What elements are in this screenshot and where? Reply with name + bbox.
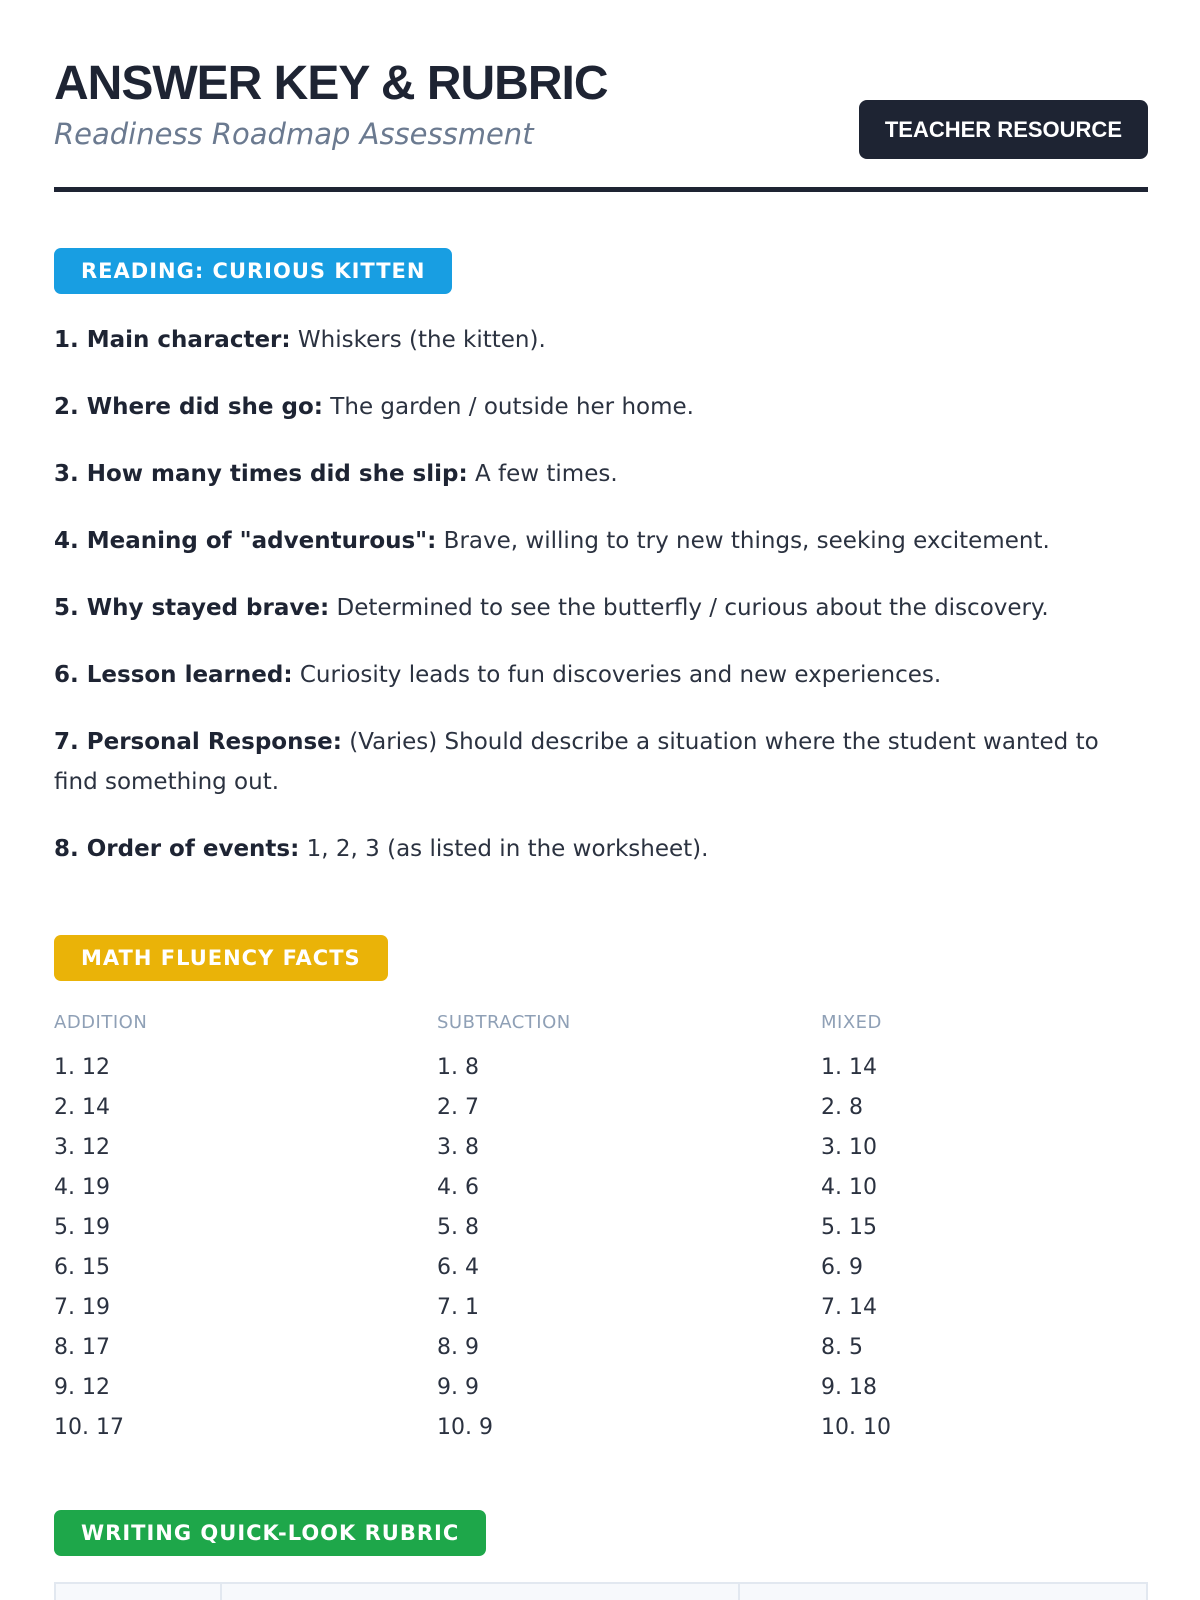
reading-answer-8: [54, 829, 1148, 869]
list-item: 2. 7: [437, 1095, 479, 1120]
answer-text: A few times.: [467, 461, 618, 487]
reading-answer-1: [54, 320, 1148, 360]
list-item: 8. 5: [821, 1335, 863, 1360]
list-item: 4. 6: [437, 1175, 479, 1200]
list-item: 3. 8: [437, 1135, 479, 1160]
writing-section-label: WRITING QUICK-LOOK RUBRIC: [54, 1510, 486, 1556]
teacher-resource-badge: TEACHER RESOURCE: [859, 100, 1148, 159]
question-label: 1. Main character:: [54, 327, 291, 353]
list-item: 8. 9: [437, 1335, 479, 1360]
answer-list: [821, 1048, 1161, 1448]
list-item: 6. 9: [821, 1255, 863, 1280]
table-column-divider: [738, 1584, 740, 1600]
page-subtitle: Readiness Roadmap Assessment: [54, 117, 534, 151]
list-item: 9. 9: [437, 1375, 479, 1400]
answer-list: [54, 1048, 394, 1448]
list-item: 10. 10: [821, 1415, 891, 1440]
table-column-divider: [220, 1584, 222, 1600]
answer-text: Determined to see the butterfly / curious about the discovery.: [329, 595, 1049, 621]
list-item: 4. 19: [54, 1175, 110, 1200]
list-item: 1. 12: [54, 1055, 110, 1080]
list-item: 1. 8: [437, 1055, 479, 1080]
header-divider: [54, 187, 1148, 192]
question-label: 8. Order of events:: [54, 836, 300, 862]
reading-answer-6: [54, 655, 1148, 695]
answer-text: Brave, willing to try new things, seeking excitement.: [436, 528, 1050, 554]
list-item: 8. 17: [54, 1335, 110, 1360]
question-label: 2. Where did she go:: [54, 394, 323, 420]
list-item: 3. 12: [54, 1135, 110, 1160]
reading-answer-5: [54, 588, 1148, 628]
mixed-column: [821, 1008, 1161, 1448]
list-item: 7. 14: [821, 1295, 877, 1320]
list-item: 5. 15: [821, 1215, 877, 1240]
list-item: 1. 14: [821, 1055, 877, 1080]
answer-text: Curiosity leads to fun discoveries and new experiences.: [292, 662, 942, 688]
rubric-table: [54, 1582, 1148, 1600]
list-item: 6. 4: [437, 1255, 479, 1280]
question-label: 6. Lesson learned:: [54, 662, 293, 688]
list-item: 9. 18: [821, 1375, 877, 1400]
math-section-label: MATH FLUENCY FACTS: [54, 935, 388, 981]
column-heading: MIXED: [821, 1012, 882, 1033]
addition-column: [54, 1008, 394, 1448]
answer-text: The garden / outside her home.: [323, 394, 694, 420]
list-item: 7. 19: [54, 1295, 110, 1320]
reading-answer-4: [54, 521, 1148, 561]
column-heading: ADDITION: [54, 1012, 148, 1033]
list-item: 3. 10: [821, 1135, 877, 1160]
list-item: 7. 1: [437, 1295, 479, 1320]
answer-text: (Varies) Should describe a situation where the student wanted to find something out.: [54, 729, 1099, 795]
answer-text: 1, 2, 3 (as listed in the worksheet).: [299, 836, 709, 862]
reading-section-label: READING: CURIOUS KITTEN: [54, 248, 452, 294]
page-header: [54, 58, 1148, 192]
list-item: 2. 8: [821, 1095, 863, 1120]
reading-answer-2: [54, 387, 1148, 427]
list-item: 4. 10: [821, 1175, 877, 1200]
list-item: 5. 8: [437, 1215, 479, 1240]
question-label: 4. Meaning of "adventurous":: [54, 528, 437, 554]
answer-text: Whiskers (the kitten).: [290, 327, 546, 353]
list-item: 2. 14: [54, 1095, 110, 1120]
list-item: 10. 9: [437, 1415, 493, 1440]
page-title: ANSWER KEY & RUBRIC: [54, 57, 608, 110]
reading-answer-3: [54, 454, 1148, 494]
answer-list: [437, 1048, 777, 1448]
list-item: 5. 19: [54, 1215, 110, 1240]
column-heading: SUBTRACTION: [437, 1012, 571, 1033]
subtraction-column: [437, 1008, 777, 1448]
list-item: 9. 12: [54, 1375, 110, 1400]
question-label: 5. Why stayed brave:: [54, 595, 330, 621]
list-item: 6. 15: [54, 1255, 110, 1280]
reading-answer-7: [54, 722, 1148, 802]
question-label: 7. Personal Response:: [54, 729, 342, 755]
list-item: 10. 17: [54, 1415, 124, 1440]
question-label: 3. How many times did she slip:: [54, 461, 468, 487]
